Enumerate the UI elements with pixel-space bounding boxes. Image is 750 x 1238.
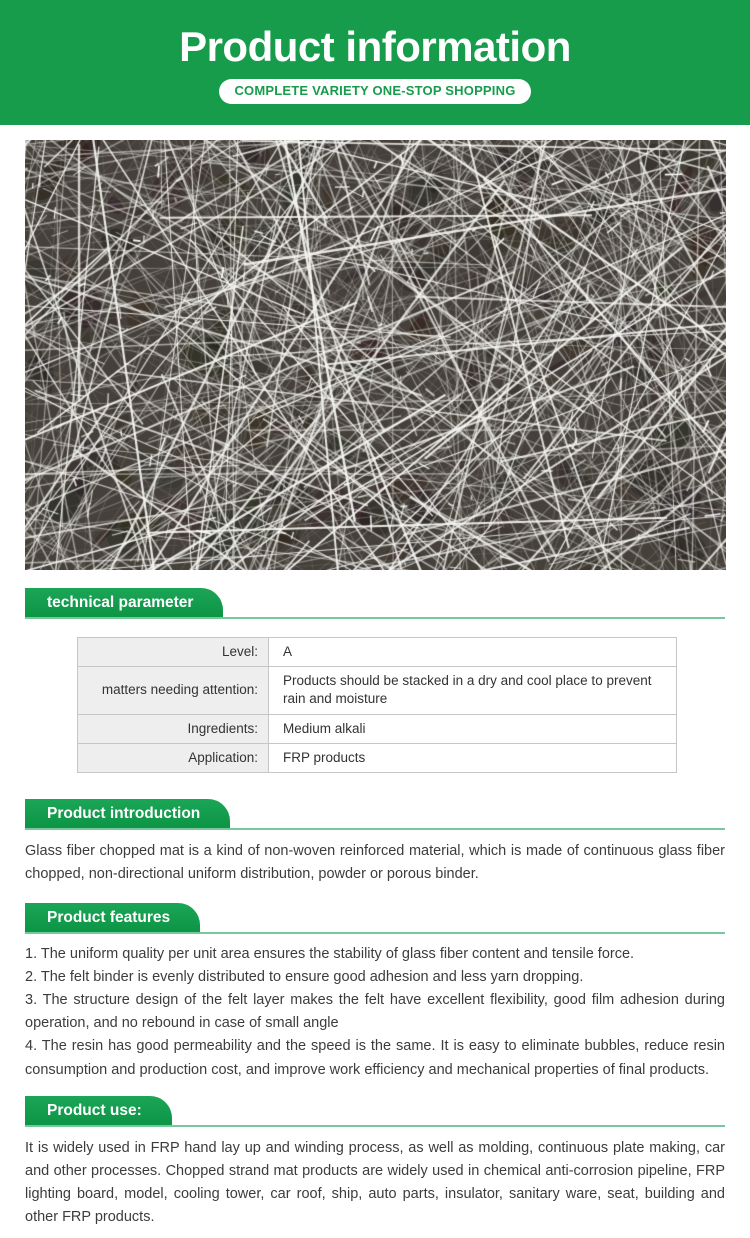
table-row [78,743,677,772]
table-row [78,667,677,714]
product-photo [25,140,725,570]
bottom-spacer [25,1230,725,1238]
content-column [0,140,750,1238]
spec-label: Ingredients: [78,714,269,743]
table-row [78,638,677,667]
glass-fiber-mat-image [25,140,726,570]
header-badge-row [0,70,750,104]
section-product-use [25,1096,725,1230]
feature-item: 1. The uniform quality per unit area ensures the stability of glass fiber content and tensile force. [25,945,635,962]
introduction-paragraph: Glass fiber chopped mat is a kind of non-woven reinforced material, which is made of continuous glass fiber chopped, non-directional uniform distribution, powder or porous binder. [25,843,725,883]
spec-value: Medium alkali [269,714,677,743]
section-product-introduction [25,799,725,886]
section-technical-parameter [25,588,725,773]
page-title: Product information [179,23,571,70]
section-heading-technical-parameter: technical parameter [25,588,223,617]
section-heading-product-features: Product features [25,903,200,932]
header-badge: COMPLETE VARIETY ONE-STOP SHOPPING [219,79,530,104]
use-paragraph: It is widely used in FRP hand lay up and winding process, as well as molding, continuous plate making, car and other processes. Chopped strand mat products are widely used in chemical anti-corrosion pipeline, FRP lighting board, model, cooling tower, car roof, ship, auto parts, insulator, sanitary ware, seat, building and other FRP products. [25,1139,725,1226]
feature-item: 2. The felt binder is evenly distributed to ensure good adhesion and less yarn dropping. [25,968,584,985]
technical-parameter-table [77,637,677,773]
table-row [78,714,677,743]
spec-value: Products should be stacked in a dry and cool place to prevent rain and moisture [269,667,677,714]
section-rule [25,1096,725,1127]
section-rule [25,588,725,619]
section-rule [25,903,725,934]
spec-value: A [269,638,677,667]
section-heading-product-introduction: Product introduction [25,799,230,828]
spec-label: matters needing attention: [78,667,269,714]
section-rule [25,799,725,830]
page-header [0,0,750,125]
spec-label: Application: [78,743,269,772]
spec-value: FRP products [269,743,677,772]
spec-label: Level: [78,638,269,667]
feature-item: 3. The structure design of the felt layer makes the felt have excellent flexibility, good film adhesion during operation, and no rebound in case of small angle [25,991,725,1032]
feature-item: 4. The resin has good permeability and the speed is the same. It is easy to eliminate bubbles, reduce resin consumption and production cost, and improve work efficiency and mechanical properties of final products. [25,1038,725,1078]
section-product-features [25,903,725,1082]
features-list [25,943,725,1082]
section-heading-product-use: Product use: [25,1096,172,1125]
